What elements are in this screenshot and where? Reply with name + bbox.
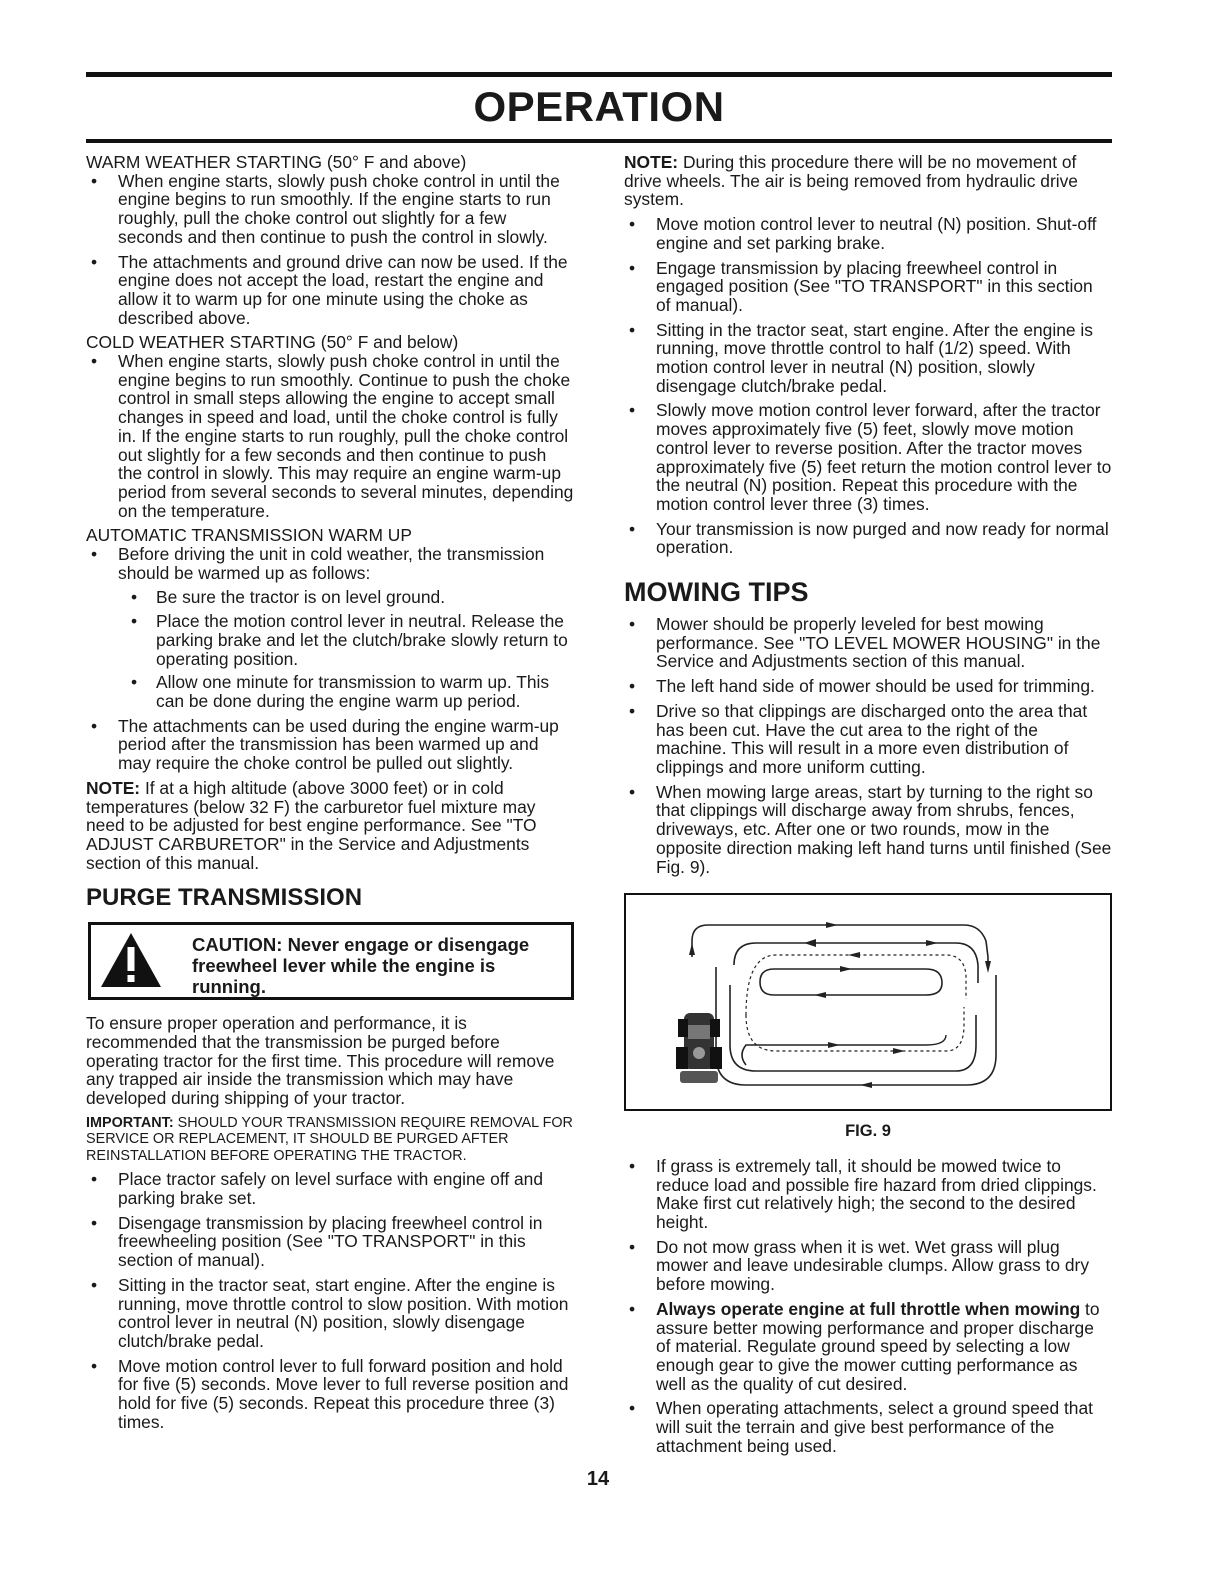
mowing-pattern-figure (624, 893, 1112, 1111)
purge-continued-list (624, 215, 1112, 557)
caution-text: CAUTION: Never engage or disengage freewheel lever while the engine is running. (192, 934, 530, 998)
warning-triangle-icon (99, 931, 163, 989)
note-text: During this procedure there will be no movement of drive wheels. The air is being removed from hydraulic drive system. (624, 152, 1078, 210)
list-item: • Sitting in the tractor seat, start engine. After the engine is running, move throttle control to half (1/2) speed. With motion control lever in neutral (N) position, slowly disengage clutch/brake pedal. (624, 321, 1112, 396)
note-text: If at a high altitude (above 3000 feet) or in cold temperatures (below 32 F) the carburetor fuel mixture may need to be adjusted for best engine performance. See "TO ADJUST CARBURETOR" in the Service and Adjustments section of this manual. (86, 777, 537, 873)
bold-text: Always operate engine at full throttle when mowing (656, 1298, 1081, 1319)
mowing-tips-heading: MOWING TIPS (624, 577, 809, 608)
mowing-pattern-diagram (626, 895, 1110, 1105)
warm-weather-list (86, 172, 574, 328)
right-column (624, 153, 1112, 1455)
sub-list-item: • Place the motion control lever in neutral. Release the parking brake and let the clutch/brake slowly return to operating position. (126, 612, 574, 668)
purge-steps-list (86, 1170, 574, 1431)
caution-box (88, 922, 574, 1000)
warm-weather-heading: WARM WEATHER STARTING (50° F and above) (86, 152, 467, 172)
list-item: • Drive so that clippings are discharged onto the area that has been cut. Have the cut area to the right of the machine. This will result in a more even distribution of clippings and more uniform cutting. (624, 702, 1112, 777)
list-item: • If grass is extremely tall, it should be mowed twice to reduce load and possible fire hazard from dried clippings. Make first cut relatively high; the second to the desired height. (624, 1157, 1112, 1232)
top-rule (86, 72, 1112, 77)
title-rule (86, 139, 1112, 143)
list-item: • Do not mow grass when it is wet. Wet grass will plug mower and leave undesirable clumps. Allow grass to dry before mowing. (624, 1238, 1112, 1294)
note-paragraph (86, 779, 574, 873)
important-label: IMPORTANT: (86, 1114, 174, 1131)
list-item: • Place tractor safely on level surface with engine off and parking brake set. (86, 1170, 574, 1207)
figure-caption: FIG. 9 (845, 1122, 891, 1141)
list-item (86, 545, 574, 711)
list-item: • Disengage transmission by placing freewheel control in freewheeling position (See "TO TRANSPORT" in this section of manual). (86, 1214, 574, 1270)
list-item: • The attachments and ground drive can now be used. If the engine does not accept the load, restart the engine and allow it to warm up for one minute using the choke as described above. (86, 253, 574, 328)
cold-weather-list (86, 352, 574, 520)
list-item: • Slowly move motion control lever forward, after the tractor moves approximately five (5) feet, slowly move motion control lever to reverse position. After the tractor moves approximately five (5) feet return the motion control lever to the neutral (N) position. Repeat this procedure with the motion control lever three (3) times. (624, 401, 1112, 513)
list-item: • When mowing large areas, start by turning to the right so that clippings will discharge away from shrubs, fences, driveways, etc. After one or two rounds, mow in the opposite direction making left hand turns until finished (See Fig. 9). (624, 783, 1112, 877)
auto-transmission-list (86, 545, 574, 773)
note-paragraph (624, 153, 1112, 209)
list-item: • When engine starts, slowly push choke control in until the engine begins to run smoothly. If the engine starts to run roughly, pull the choke control out slightly for a few seconds and then continue to push the control in slowly. (86, 172, 574, 247)
note-label: NOTE: (86, 777, 141, 798)
sub-list (126, 588, 574, 710)
mowing-tips-list (624, 615, 1112, 876)
list-item: • When operating attachments, select a ground speed that will suit the terrain and give best performance of the attachment being used. (624, 1399, 1112, 1455)
sub-list-item: • Be sure the tractor is on level ground. (126, 588, 574, 607)
list-item: • Engage transmission by placing freewheel control in engaged position (See "TO TRANSPORT" in this section of manual). (624, 259, 1112, 315)
important-paragraph (86, 1115, 574, 1165)
list-item: • Mower should be properly leveled for best mowing performance. See "TO LEVEL MOWER HOUSING" in the Service and Adjustments section of this manual. (624, 615, 1112, 671)
mowing-tips-list-continued (624, 1157, 1112, 1456)
auto-transmission-heading: AUTOMATIC TRANSMISSION WARM UP (86, 525, 412, 546)
page-number: 14 (586, 1468, 610, 1490)
list-item: • Your transmission is now purged and now ready for normal operation. (624, 520, 1112, 557)
list-item-text: Before driving the unit in cold weather, the transmission should be warmed up as follows: (118, 544, 545, 583)
left-column (86, 153, 574, 1431)
tractor-illustration (676, 1013, 722, 1083)
list-item: • The left hand side of mower should be used for trimming. (624, 677, 1112, 696)
cold-weather-heading: COLD WEATHER STARTING (50° F and below) (86, 332, 459, 353)
list-item: • When engine starts, slowly push choke control in until the engine begins to run smoothly. Continue to push the choke control in small steps allowing the engine to accept small changes in speed and load, until the choke control is fully in. If the engine starts to run roughly, pull the choke control out slightly for a few seconds and then continue to push the control in slowly. This may require an engine warm-up period from several seconds to several minutes, depending on the temperature. (86, 352, 574, 520)
purge-transmission-heading: PURGE TRANSMISSION (86, 884, 363, 912)
list-item: • Move motion control lever to full forward position and hold for five (5) seconds. Move lever to full reverse position and hold for five (5) seconds. Repeat this procedure three (3) times. (86, 1357, 574, 1432)
important-text: SHOULD YOUR TRANSMISSION REQUIRE REMOVAL FOR SERVICE OR REPLACEMENT, IT SHOULD BE PURGED AFTER REINSTALLATION BEFORE OPERATING THE TRACTOR. (86, 1114, 573, 1164)
list-item-text: to assure better mowing performance and proper discharge of material. Regulate ground speed by selecting a low enough gear to give the mower cutting performance as well as the quality of cut desired. (656, 1298, 1100, 1394)
purge-intro: To ensure proper operation and performance, it is recommended that the transmission be purged before operating tractor for the first time. This procedure will remove any trapped air inside the transmission which may have developed during shipping of your tractor. (86, 1013, 555, 1109)
list-item (624, 1300, 1112, 1394)
note-label: NOTE: (624, 152, 679, 172)
list-item: • The attachments can be used during the engine warm-up period after the transmission has been warmed up and may require the choke control be pulled out slightly. (86, 717, 574, 773)
sub-list-item: • Allow one minute for transmission to warm up. This can be done during the engine warm up period. (126, 673, 574, 710)
list-item: • Move motion control lever to neutral (N) position. Shut-off engine and set parking brake. (624, 215, 1112, 252)
list-item: • Sitting in the tractor seat, start engine. After the engine is running, move throttle control to slow position. With motion control lever in neutral (N) position, slowly disengage clutch/brake pedal. (86, 1276, 574, 1351)
page-title: OPERATION (473, 83, 725, 130)
